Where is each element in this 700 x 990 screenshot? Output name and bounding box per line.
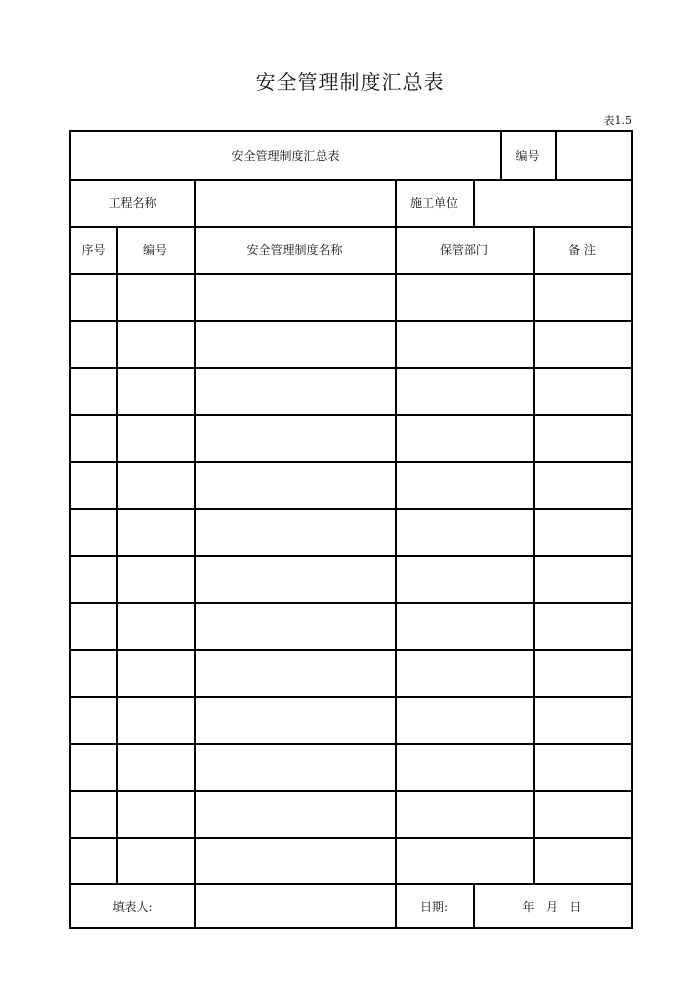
cell-department[interactable] bbox=[395, 367, 533, 414]
cell-system-name[interactable] bbox=[194, 696, 395, 743]
cell-system-name[interactable] bbox=[194, 508, 395, 555]
cell-number[interactable] bbox=[116, 649, 194, 696]
column-header-number: 编号 bbox=[142, 243, 167, 257]
cell-index[interactable] bbox=[71, 696, 116, 743]
number-field[interactable] bbox=[555, 132, 631, 179]
cell-index[interactable] bbox=[71, 743, 116, 790]
date-label: 日期: bbox=[419, 899, 449, 914]
cell-number[interactable] bbox=[116, 461, 194, 508]
cell-number[interactable] bbox=[116, 602, 194, 649]
cell-remarks[interactable] bbox=[533, 320, 631, 367]
cell-number[interactable] bbox=[116, 367, 194, 414]
cell-system-name[interactable] bbox=[194, 414, 395, 461]
cell-system-name[interactable] bbox=[194, 273, 395, 320]
cell-department[interactable] bbox=[395, 461, 533, 508]
form-code: 表1.5 bbox=[603, 114, 632, 127]
table-row bbox=[71, 461, 631, 508]
table-row bbox=[71, 367, 631, 414]
project-name-label: 工程名称 bbox=[108, 196, 157, 210]
cell-index[interactable] bbox=[71, 555, 116, 602]
cell-index[interactable] bbox=[71, 837, 116, 884]
construction-unit-field[interactable] bbox=[473, 179, 631, 226]
table-row bbox=[71, 414, 631, 461]
cell-system-name[interactable] bbox=[194, 555, 395, 602]
cell-number[interactable] bbox=[116, 508, 194, 555]
column-header-system-name: 安全管理制度名称 bbox=[246, 243, 343, 257]
cell-department[interactable] bbox=[395, 555, 533, 602]
cell-index[interactable] bbox=[71, 602, 116, 649]
construction-unit-label: 施工单位 bbox=[409, 196, 458, 210]
cell-system-name[interactable] bbox=[194, 743, 395, 790]
cell-number[interactable] bbox=[116, 555, 194, 602]
cell-department[interactable] bbox=[395, 320, 533, 367]
cell-department[interactable] bbox=[395, 837, 533, 884]
cell-index[interactable] bbox=[71, 649, 116, 696]
cell-index[interactable] bbox=[71, 461, 116, 508]
cell-department[interactable] bbox=[395, 649, 533, 696]
cell-remarks[interactable] bbox=[533, 555, 631, 602]
cell-system-name[interactable] bbox=[194, 837, 395, 884]
cell-system-name[interactable] bbox=[194, 649, 395, 696]
table-row bbox=[71, 696, 631, 743]
table-row bbox=[71, 555, 631, 602]
page-title: 安全管理制度汇总表 bbox=[255, 70, 445, 94]
table-row bbox=[71, 837, 631, 884]
cell-department[interactable] bbox=[395, 602, 533, 649]
cell-remarks[interactable] bbox=[533, 273, 631, 320]
cell-remarks[interactable] bbox=[533, 696, 631, 743]
cell-remarks[interactable] bbox=[533, 414, 631, 461]
cell-number[interactable] bbox=[116, 837, 194, 884]
filler-label: 填表人: bbox=[112, 899, 153, 914]
cell-remarks[interactable] bbox=[533, 461, 631, 508]
column-header-index: 序号 bbox=[81, 243, 106, 257]
cell-department[interactable] bbox=[395, 743, 533, 790]
table-row bbox=[71, 273, 631, 320]
table-row bbox=[71, 602, 631, 649]
cell-system-name[interactable] bbox=[194, 602, 395, 649]
table-row bbox=[71, 790, 631, 837]
table-row bbox=[71, 320, 631, 367]
cell-remarks[interactable] bbox=[533, 602, 631, 649]
cell-index[interactable] bbox=[71, 320, 116, 367]
table-header-title: 安全管理制度汇总表 bbox=[231, 149, 340, 163]
table-row bbox=[71, 649, 631, 696]
filler-field[interactable] bbox=[194, 883, 395, 929]
cell-remarks[interactable] bbox=[533, 508, 631, 555]
table-body bbox=[71, 273, 631, 883]
cell-remarks[interactable] bbox=[533, 649, 631, 696]
cell-index[interactable] bbox=[71, 508, 116, 555]
cell-number[interactable] bbox=[116, 320, 194, 367]
cell-number[interactable] bbox=[116, 414, 194, 461]
cell-department[interactable] bbox=[395, 508, 533, 555]
cell-number[interactable] bbox=[116, 696, 194, 743]
cell-department[interactable] bbox=[395, 273, 533, 320]
date-field[interactable]: 年 月 日 bbox=[522, 899, 582, 914]
cell-system-name[interactable] bbox=[194, 790, 395, 837]
cell-remarks[interactable] bbox=[533, 743, 631, 790]
column-header-remarks: 备 注 bbox=[568, 243, 596, 257]
table-row bbox=[71, 508, 631, 555]
cell-system-name[interactable] bbox=[194, 461, 395, 508]
cell-remarks[interactable] bbox=[533, 790, 631, 837]
cell-remarks[interactable] bbox=[533, 837, 631, 884]
number-label: 编号 bbox=[515, 149, 540, 163]
cell-number[interactable] bbox=[116, 743, 194, 790]
cell-system-name[interactable] bbox=[194, 320, 395, 367]
summary-table bbox=[69, 130, 633, 929]
cell-index[interactable] bbox=[71, 790, 116, 837]
column-header-department: 保管部门 bbox=[439, 243, 488, 257]
cell-number[interactable] bbox=[116, 790, 194, 837]
cell-department[interactable] bbox=[395, 790, 533, 837]
cell-system-name[interactable] bbox=[194, 367, 395, 414]
cell-index[interactable] bbox=[71, 414, 116, 461]
project-name-field[interactable] bbox=[194, 179, 395, 226]
cell-department[interactable] bbox=[395, 414, 533, 461]
cell-index[interactable] bbox=[71, 273, 116, 320]
cell-remarks[interactable] bbox=[533, 367, 631, 414]
cell-index[interactable] bbox=[71, 367, 116, 414]
table-row bbox=[71, 743, 631, 790]
cell-number[interactable] bbox=[116, 273, 194, 320]
cell-department[interactable] bbox=[395, 696, 533, 743]
